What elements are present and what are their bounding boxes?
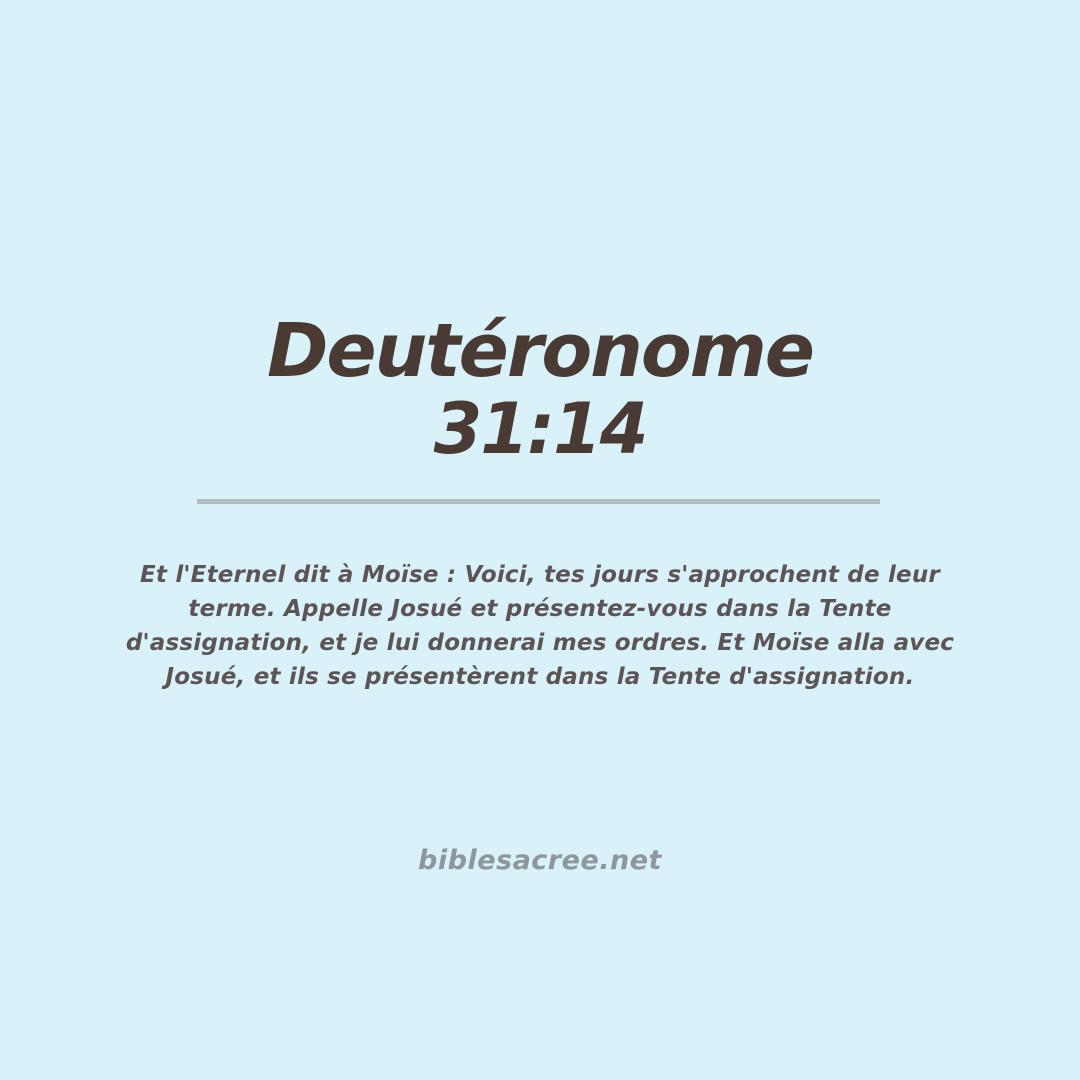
- page-title: [0, 308, 1080, 470]
- verse-line: Josué, et ils se présentèrent dans la Tente d'assignation.: [165, 664, 915, 690]
- watermark-site-name: biblesacree.net: [418, 845, 662, 876]
- divider-line: [197, 499, 880, 504]
- verse-line: d'assignation, et je lui donnerai mes ordres. Et Moïse alla avec: [125, 630, 955, 656]
- verse-line: Et l'Eternel dit à Moïse : Voici, tes jours s'approchent de leur: [140, 562, 940, 588]
- verse-line: terme. Appelle Josué et présentez-vous dans la Tente: [188, 596, 892, 622]
- title-chapter-verse: 31:14: [433, 388, 647, 470]
- title-book-name: Deutéronome: [266, 308, 813, 394]
- verse-text: [0, 558, 1080, 694]
